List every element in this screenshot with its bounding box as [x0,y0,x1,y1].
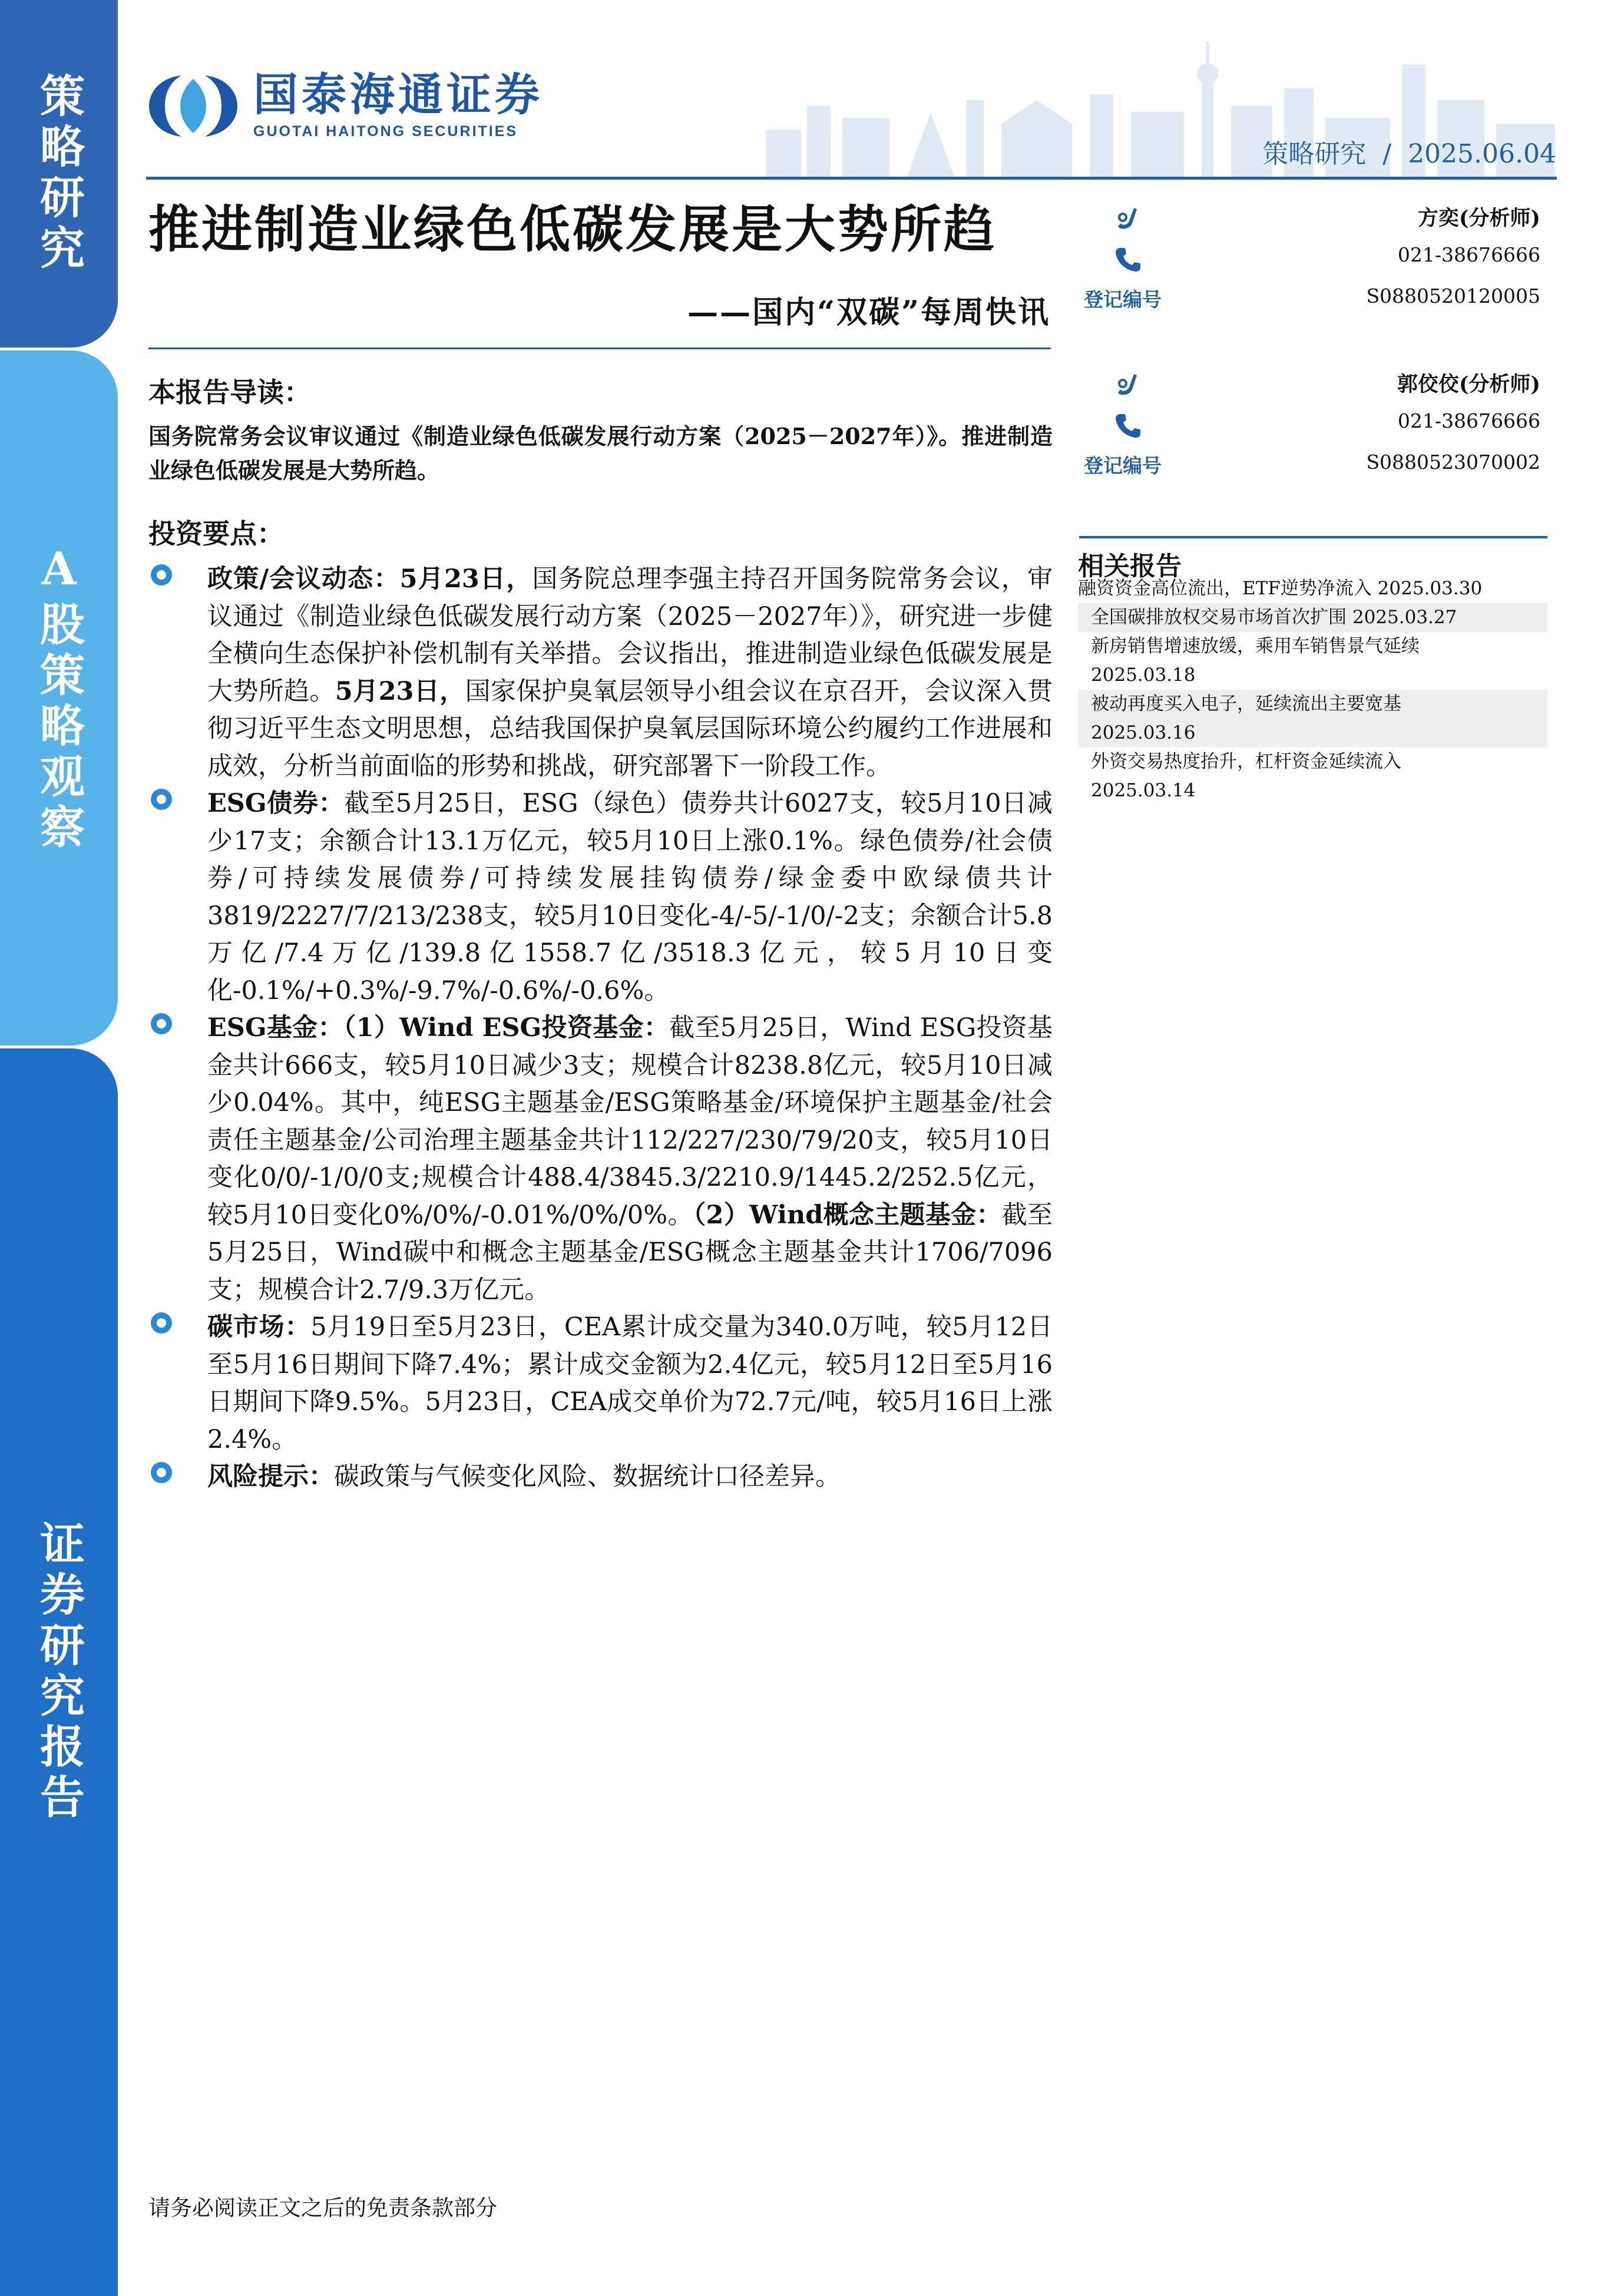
analyst-phone: 021-38676666 [1397,409,1540,432]
point-lead: ESG基金： [207,1013,343,1043]
pen-icon [1113,203,1143,233]
analyst-name: 郭佼佼(分析师) [1397,372,1540,396]
related-report-link[interactable]: 融资资金高位流出，ETF逆势净流入 2025.03.30 [1078,578,1483,599]
point-text: 截至5月25日，ESG（绿色）债券共计6027支，较5月10日减少17支；余额合计13.1万亿元，较5月10日上涨0.1%。绿色债券/社会债券/可持续发展债券/可持续发展挂钩债券/绿金委中欧绿债共计3819/2227/7/213/238支，较5月10日变化-4/-5/-1/0/-2支；余额合计5.8万亿/7.4万亿/139.8亿1558.7亿/3518.3亿元，较5月10日变化-0.1%/+0.3%/-9.7%/-0.6%/-0.6%。 [207,789,1053,1005]
guide-text: 国务院常务会议审议通过《制造业绿色低碳发展行动方案（2025－2027年）》。推进制造业绿色低碳发展是大势所趋。 [148,423,1053,484]
related-report-link[interactable]: 新房销售增速放缓，乘用车销售景气延续 [1091,636,1420,657]
related-report-link[interactable]: 全国碳排放权交易市场首次扩围 2025.03.27 [1078,603,1547,632]
pen-icon [1113,369,1143,399]
point-text: 5月19日至5月23日，CEA累计成交量为340.0万吨，较5月12日至5月16日期间下降7.4%；累计成交金额为2.4亿元，较5月12日至5月16日期间下降9.5%。5月23日，CEA成交单价为72.7元/吨，较5月16日上涨2.4%。 [207,1312,1053,1454]
disclaimer-footer: 请务必阅读正文之后的免责条款部分 [148,2195,497,2221]
sidebar-section-research [0,1048,118,2296]
point-policy [148,561,1053,785]
point-lead: ESG债券： [207,789,345,818]
report-title: 推进制造业绿色低碳发展是大势所趋 [148,200,997,259]
left-sidebar [0,0,118,2296]
related-reports-list [1078,574,1547,805]
point-text: 国家保护臭氧层领导小组会议在京召开，会议深入贯彻习近平生态文明思想，总结我国保护臭氧层国际环境公约履约工作进展和成效，分析当前面临的形势和挑战，研究部署下一阶段工作。 [207,676,1053,781]
analyst-name: 方奕(分析师) [1417,206,1540,230]
report-date: 2025.06.04 [1408,139,1556,169]
registration-label: 登记编号 [1084,454,1162,477]
point-lead: 政策/会议动态： [207,564,400,594]
investment-points [148,561,1053,1496]
phone-icon [1113,411,1143,440]
point-bold: （2）Wind概念主题基金： [693,1200,1002,1230]
point-bold: 5月23日， [399,564,532,594]
point-bold: （1）Wind ESG投资基金： [343,1013,670,1043]
sidebar-section-strategy [0,0,118,348]
point-lead: 碳市场： [207,1312,311,1342]
related-reports-heading: 相关报告 [1078,551,1182,581]
points-heading: 投资要点： [148,518,284,550]
header-separator: / [1382,139,1392,169]
bullet-icon [151,1013,172,1034]
analyst-card [1078,363,1540,487]
point-text: 截至5月25日，Wind ESG投资基金共计666支，较5月10日减少3支；规模合计8238.8亿元，较5月10日减少0.04%。其中，纯ESG主题基金/ESG策略基金/环境保护主题基金/社会责任主题基金/公司治理主题基金共计112/227/230/79/20支，较5月10日变化0/0/-1/0/0支;规模合计488.4/3845.3/2210.9/1445.2/252.5亿元，较5月10日变化0%/0%/-0.01%/0%/0%。 [207,1013,1053,1230]
point-text: 碳政策与气候变化风险、数据统计口径差异。 [334,1462,841,1491]
report-category: 策略研究 [1262,139,1367,169]
point-esg-funds [148,1010,1053,1309]
header-divider [146,177,1557,180]
point-carbon-market [148,1309,1053,1458]
registration-number: S0880523070002 [1366,451,1540,474]
related-report-date: 2025.03.14 [1091,780,1196,801]
point-bold: 5月23日， [335,676,465,706]
related-report-link[interactable]: 外资交易热度抬升，杠杆资金延续流入 [1091,751,1401,772]
point-esg-bonds [148,785,1053,1010]
bullet-icon [151,789,172,810]
bullet-icon [151,1312,172,1334]
phone-icon [1113,244,1143,274]
bullet-icon [151,564,172,585]
registration-number: S0880520120005 [1366,284,1540,307]
related-report-date: 2025.03.18 [1091,664,1196,686]
sidebar-label: 证券研究报告 [32,1520,85,1824]
logo-chinese-name: 国泰海通证券 [253,68,543,121]
point-risk [148,1458,1053,1496]
point-text: 截至5月25日，Wind碳中和概念主题基金/ESG概念主题基金共计1706/7096支；规模合计2.7/9.3万亿元。 [207,1200,1053,1305]
analyst-phone: 021-38676666 [1397,243,1540,266]
title-divider [148,348,1051,349]
sidebar-label: 策略研究 [32,72,85,275]
company-logo [146,68,543,141]
registration-label: 登记编号 [1084,288,1162,311]
analyst-card [1078,197,1540,321]
sidebar-label: A股策略观察 [32,542,85,854]
logo-english-name: GUOTAI HAITONG SECURITIES [253,123,518,140]
right-divider [1079,536,1547,538]
header-meta [1262,133,1556,170]
sidebar-section-a-share [0,350,118,1046]
report-subtitle: ——国内“双碳”每周快讯 [687,295,1050,330]
guide-heading: 本报告导读： [148,376,311,408]
bullet-icon [151,1462,172,1483]
point-text: 国务院总理李强主持召开国务院常务会议，审议通过《制造业绿色低碳发展行动方案（2025－2027年）》，研究进一步健全横向生态保护补偿机制有关举措。会议指出，推进制造业绿色低碳发展是大势所趋。 [207,564,1053,706]
logo-mark-icon [146,71,240,141]
point-lead: 风险提示： [207,1462,334,1491]
related-report-date: 2025.03.16 [1078,719,1547,747]
related-report-link[interactable]: 被动再度买入电子，延续流出主要宽基 [1078,690,1547,719]
